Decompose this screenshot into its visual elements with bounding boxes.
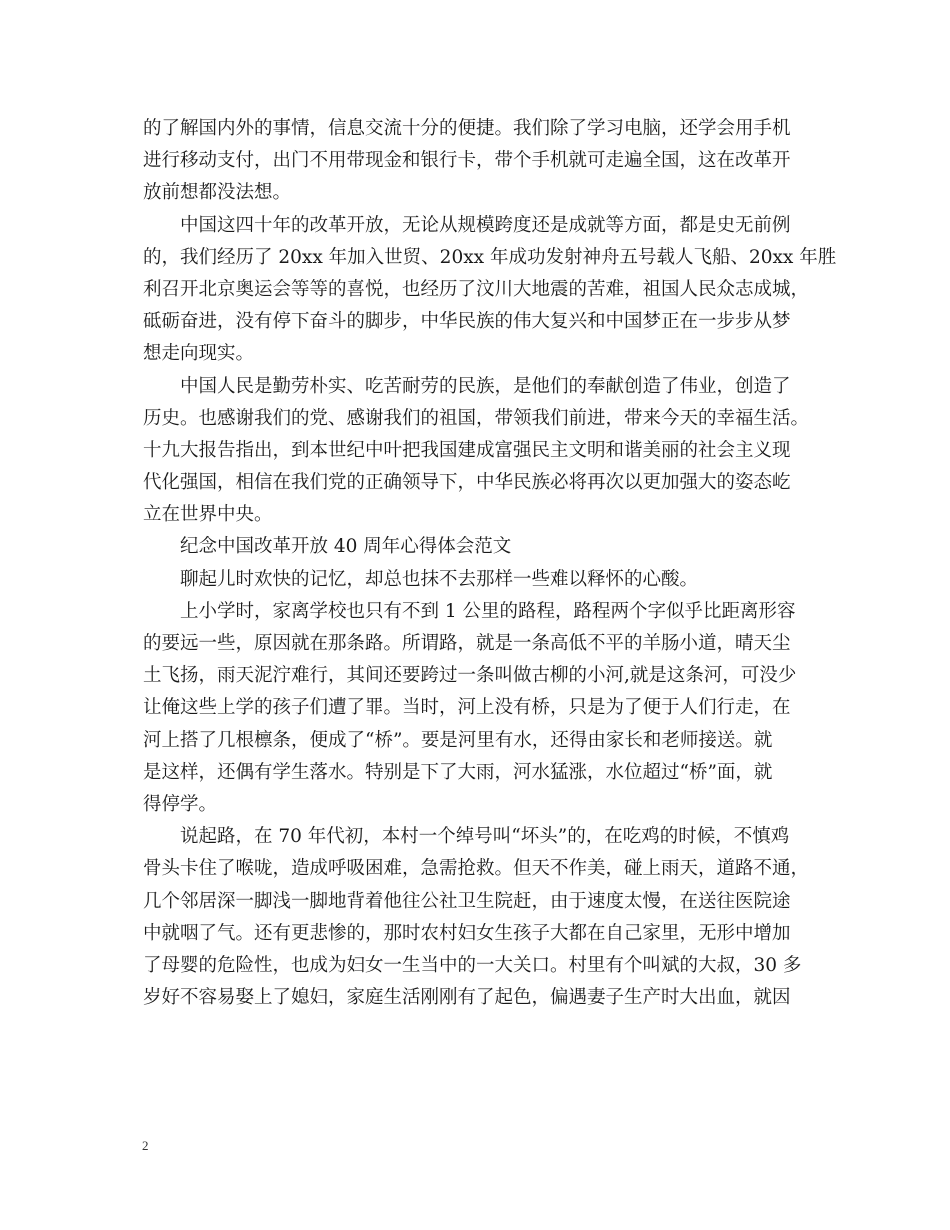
text-line: 的要远一些，原因就在那条路。所谓路，就是一条高低不平的羊肠小道，晴天尘	[143, 633, 791, 654]
text-line: 土飞扬，雨天泥泞难行，其间还要跨过一条叫做古柳的小河,就是这条河，可没少	[143, 665, 797, 687]
text-line: 了母婴的危险性，也成为妇女一生当中的一大关口。村里有个叫斌的大叔，30 多	[143, 954, 802, 976]
section-heading-line: 纪念中国改革开放 40 周年心得体会范文	[143, 536, 512, 558]
text-line: 聊起儿时欢快的记忆，却总也抹不去那样一些难以释怀的心酸。	[143, 568, 699, 590]
text-line: 历史。也感谢我们的党、感谢我们的祖国，带领我们前进，带来今天的幸福生活。	[143, 407, 810, 429]
text-line: 立在世界中央。	[143, 504, 273, 526]
text-line: 进行移动支付，出门不用带现金和银行卡，带个手机就可走遍全国，这在改革开	[143, 150, 791, 172]
text-line: 几个邻居深一脚浅一脚地背着他往公社卫生院赶，由于速度太慢，在送往医院途	[143, 890, 791, 912]
text-line: 河上搭了几根檩条，便成了“桥”。要是河里有水，还得由家长和老师接送。就	[143, 729, 773, 751]
text-line: 的，我们经历了 20xx 年加入世贸、20xx 年成功发射神舟五号载人飞船、20xx 年胜	[143, 246, 837, 268]
text-line: 中就咽了气。还有更悲惨的，那时农村妇女生孩子大都在自己家里，无形中增加	[143, 922, 791, 944]
text-line: 放前想都没法想。	[143, 182, 292, 204]
text-line: 得停学。	[143, 793, 218, 815]
text-line: 十九大报告指出，到本世纪中叶把我国建成富强民主文明和谐美丽的社会主义现	[143, 439, 791, 461]
text-line: 利召开北京奥运会等等的喜悦，也经历了汶川大地震的苦难，祖国人民众志成城，	[143, 278, 810, 300]
text-line: 的了解国内外的事情，信息交流十分的便捷。我们除了学习电脑，还学会用手机	[143, 118, 791, 139]
text-line: 是这样，还偶有学生落水。特别是下了大雨，河水猛涨，水位超过“桥”面，就	[143, 761, 773, 783]
text-line: 骨头卡住了喉咙，造成呼吸困难，急需抢救。但天不作美，碰上雨天，道路不通，	[143, 858, 810, 880]
text-line: 中国这四十年的改革开放，无论从规模跨度还是成就等方面，都是史无前例	[143, 214, 791, 236]
text-line: 想走向现实。	[143, 343, 255, 365]
text-line: 中国人民是勤劳朴实、吃苦耐劳的民族，是他们的奉献创造了伟业，创造了	[143, 375, 791, 397]
page-number: 2	[142, 1138, 149, 1153]
text-line: 砥砺奋进，没有停下奋斗的脚步，中华民族的伟大复兴和中国梦正在一步步从梦	[143, 311, 791, 333]
document-body	[143, 113, 837, 1014]
text-line: 说起路，在 70 年代初，本村一个绰号叫“坏头”的，在吃鸡的时候，不慎鸡	[143, 826, 790, 848]
text-line: 上小学时，家离学校也只有不到 1 公里的路程，路程两个字似乎比距离形容	[143, 600, 796, 622]
text-line: 让俺这些上学的孩子们遭了罪。当时，河上没有桥，只是为了便于人们行走，在	[143, 697, 791, 719]
text-line: 岁好不容易娶上了媳妇，家庭生活刚刚有了起色，偏遇妻子生产时大出血，就因	[143, 987, 791, 1009]
text-line: 代化强国，相信在我们党的正确领导下，中华民族必将再次以更加强大的姿态屹	[143, 472, 791, 494]
